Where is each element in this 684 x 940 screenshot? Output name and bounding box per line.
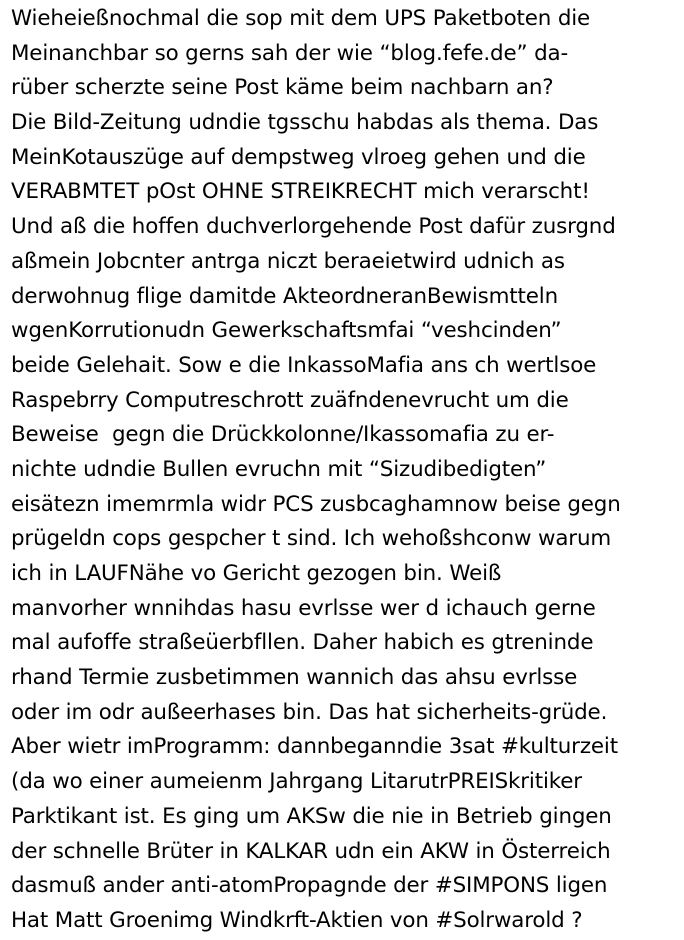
text-line: der schnelle Brüter in KALKAR udn ein AKW in Österreich <box>11 838 611 864</box>
text-line: mal aufoffe straßeüerbfllen. Daher habich es gtreninde <box>11 630 594 656</box>
text-line: VERABMTET pOst OHNE STREIKRECHT mich verarscht! <box>11 179 590 205</box>
text-line: dasmuß ander anti-atomPropagnde der #SIMPONS ligen <box>11 873 608 899</box>
text-line: prügeldn cops gespcher t sind. Ich wehoßshconw warum <box>11 526 612 552</box>
text-line: Und aß die hoffen duchverlorgehende Post dafür zusrgnd <box>11 214 616 240</box>
text-line: manvorher wnnihdas hasu evrlsse wer d ichauch gerne <box>11 595 596 621</box>
text-line: ich in LAUFNähe vo Gericht gezogen bin. Weiß <box>11 561 502 586</box>
text-line: Meinanchbar so gerns sah der wie “blog.fefe.de” da- <box>11 40 569 66</box>
text-line: rüber scherzte seine Post käme beim nachbarn an? <box>11 75 554 101</box>
text-line: eisätezn imemrmla widr PCS zusbcaghamnow beise gegn <box>11 491 621 517</box>
text-line: nichte udndie Bullen evruchn mit “Sizudibedigten” <box>11 456 547 482</box>
document-text <box>11 2 683 939</box>
text-line: Beweise gegn die Drückkolonne/Ikassomafia zu er- <box>11 422 555 448</box>
text-line: aßmein Jobcnter antrga niczt beraeietwird udnich as <box>11 248 565 274</box>
text-line: Die Bild-Zeitung udndie tgsschu habdas als thema. Das <box>11 110 599 136</box>
text-line: derwohnug flige damitde AkteordneranBewismtteln <box>11 283 558 309</box>
text-line: beide Gelehait. Sow e die InkassoMafia ans ch wertlsoe <box>11 352 597 378</box>
text-line: (da wo einer aumeienm Jahrgang LitarutrPREISkritiker <box>11 769 582 795</box>
text-line: Raspebrry Computreschrott zuäfndenevrucht um die <box>11 387 569 413</box>
text-line: Aber wietr imProgramm: dannbeganndie 3sat #kulturzeit <box>11 734 618 760</box>
text-line: wgenKorrutionudn Gewerkschaftsmfai “veshcinden” <box>11 318 562 344</box>
text-line: rhand Termie zusbetimmen wannich das ahsu evrlsse <box>11 665 578 691</box>
text-line: Hat Matt Groenimg Windkrft-Aktien von #Solrwarold ? <box>11 907 583 933</box>
text-line: Parktikant ist. Es ging um AKSw die nie in Betrieb gingen <box>11 803 612 829</box>
text-line: Wieheießnochmal die sop mit dem UPS Paketboten die <box>11 6 591 31</box>
text-line: oder im odr außeerhases bin. Das hat sicherheits-grüde. <box>11 699 608 725</box>
text-line: MeinKotauszüge auf dempstweg vlroeg gehen und die <box>11 144 586 170</box>
